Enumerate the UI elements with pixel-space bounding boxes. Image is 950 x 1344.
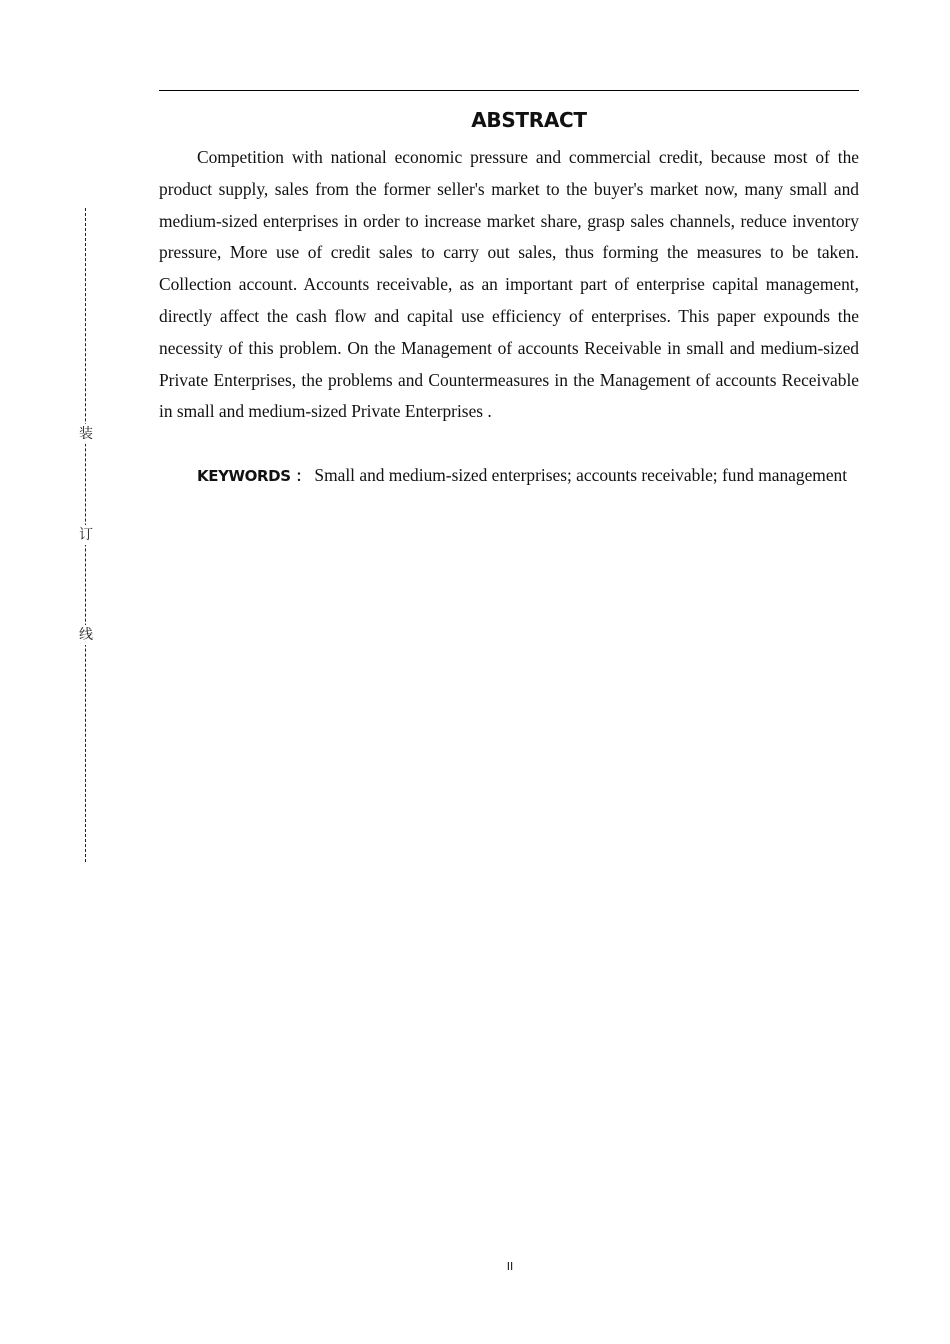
keywords-paragraph <box>159 460 859 493</box>
page-number: II <box>506 1260 514 1273</box>
binding-char-zhuang: 装 <box>76 424 96 444</box>
abstract-body: Competition with national economic pressure and commercial credit, because most of the product supply, sales from the former seller's market to the buyer's market now, many small and medium-sized enterprises in order to increase market share, grasp sales channels, reduce inventory pressure, More use of credit sales to carry out sales, thus forming the measures to be taken. Collection account. Accounts receivable, as an important part of enterprise capital management, directly affect the cash flow and capital use efficiency of enterprises. This paper expounds the necessity of this problem. On the Management of accounts Receivable in small and medium-sized Private Enterprises, the problems and Countermeasures in the Management of accounts Receivable in small and medium-sized Private Enterprises . <box>159 147 859 422</box>
binding-char-xian: 线 <box>76 625 96 645</box>
keywords-text: Small and medium-sized enterprises; accounts receivable; fund management <box>314 465 848 485</box>
header-rule <box>159 90 859 91</box>
abstract-title: ABSTRACT <box>471 108 587 132</box>
keywords-label: KEYWORDS ： <box>197 467 311 485</box>
binding-char-ding: 订 <box>76 525 96 545</box>
